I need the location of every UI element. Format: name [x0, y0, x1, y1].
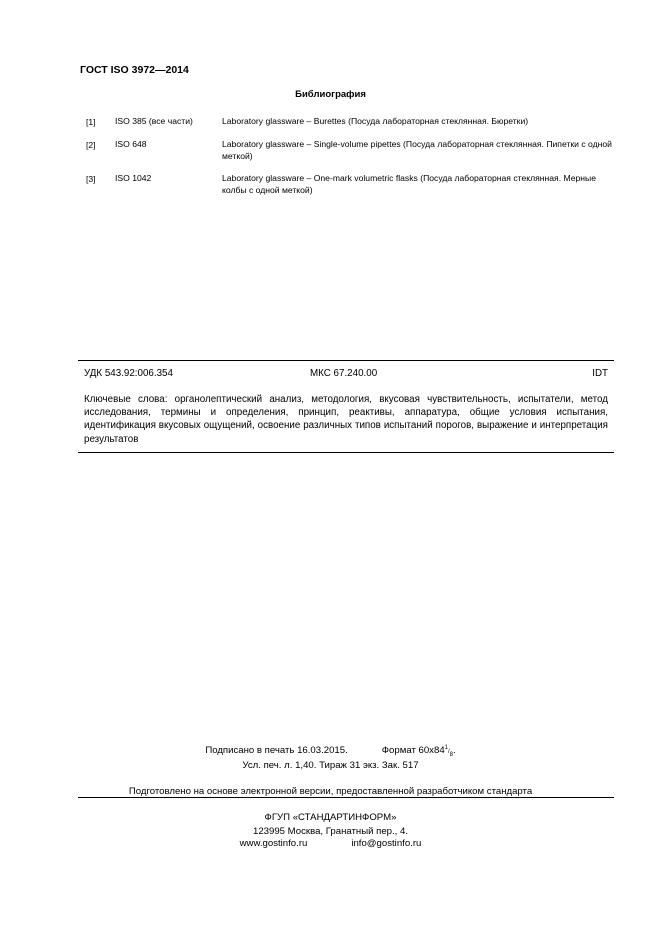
- format-label: Формат 60x84: [381, 745, 445, 757]
- keywords: Ключевые слова: органолептический анализ, методология, вкусовая чувствительность, испытатели, метод исследования, термины и определения, принцип, реактивы, аппаратура, общие условия испытания, идентификация вкусовых ощущений, освоение различных типов испытаний порогов, выражение и интерпретация результатов: [84, 394, 608, 445]
- format-end: .: [453, 745, 456, 757]
- signed-date: Подписано в печать 16.03.2015.: [205, 745, 348, 757]
- format-sub: 8: [449, 752, 454, 759]
- bibliography-title: Библиография: [295, 89, 366, 100]
- entry-number: [3]: [86, 174, 96, 184]
- print-run: Усл. печ. л. 1,40. Тираж 31 экз. Зак. 517: [242, 760, 419, 771]
- entry-number: [1]: [86, 117, 96, 127]
- top-divider: [78, 360, 614, 361]
- entry-code: ISO 385 (все части): [115, 116, 193, 126]
- entry-description: Laboratory glassware – Burettes (Посуда лабораторная стеклянная. Бюретки): [222, 116, 529, 126]
- entry-description: Laboratory glassware – Single-volume pipettes (Посуда лабораторная стеклянная. Пипетки с одной меткой): [222, 139, 612, 161]
- entry-code: ISO 648: [115, 139, 147, 149]
- prepared-note: Подготовлено на основе электронной версии, предоставленной разработчиком стандарта: [128, 786, 533, 797]
- idt-marker: IDT: [592, 368, 608, 379]
- entry-number: [2]: [86, 140, 96, 150]
- print-details: Подписано в печать 16.03.2015. Формат $60x84^1/_8$.: [205, 745, 456, 759]
- udk-code: УДК 543.92:006.354: [84, 368, 173, 379]
- mks-code: МКС 67.240.00: [310, 368, 378, 379]
- bottom-divider: [78, 452, 614, 453]
- website-link[interactable]: www.gostinfo.ru: [239, 838, 308, 849]
- entry-description: Laboratory glassware – One-mark volumetric flasks (Посуда лабораторная стеклянная. Мерные колбы с одной меткой): [222, 173, 596, 195]
- email-link[interactable]: info@gostinfo.ru: [351, 838, 422, 849]
- format-sup: 1: [444, 745, 448, 751]
- standard-code: ГОСТ ISO 3972—2014: [80, 64, 189, 76]
- prepared-underline: [78, 797, 614, 798]
- publisher-address: 123995 Москва, Гранатный пер., 4.: [253, 826, 408, 837]
- classification-row: [84, 368, 608, 382]
- publisher-contacts: [0, 838, 661, 849]
- entry-code: ISO 1042: [115, 173, 152, 183]
- publisher-name: ФГУП «СТАНДАРТИНФОРМ»: [264, 812, 397, 823]
